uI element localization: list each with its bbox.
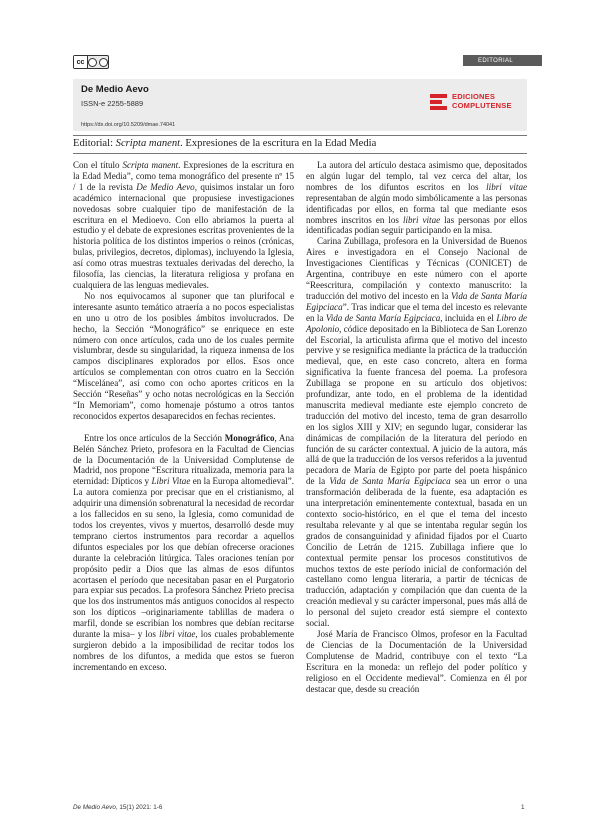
page-number: 1	[521, 804, 525, 811]
title-bottom-rule	[73, 153, 527, 154]
article-title: Editorial: Scripta manent. Expresiones de la escritura en la Edad Media	[73, 138, 377, 149]
publisher-name-line1: EDICIONES	[452, 92, 496, 101]
paragraph: Entre los once artículos de la Sección Monográfico, Ana Belén Sánchez Prieto, profesora en la Facultad de Ciencias de la Documentación de la Universidad Complutense de Madrid, nos propone “Escritura ritualizada, memoria para la eternidad: Dípticos y Libri Vitae en la Europa altomedieval”. La autora comienza por precisar que en el cristianismo, al adquirir una dimensión sobrenatural la necesidad de recordar a los fallecidos en su seno, la Iglesia, como comunidad de todos los creyentes, vivos y muertos, desarrolló desde muy temprano ciertos instrumentos para recordar a aquellos difuntos especiales por los que debían ofrecerse oraciones durante la celebración litúrgica. Tales oraciones tenían por propósito pedir a Dios que las almas de esos difuntos acortasen el período que necesitaban pasar en el Purgatorio para expiar sus pecados. La profesora Sánchez Prieto precisa que los dos instrumentos más antiguos conocidos al respecto son los dípticos –originariamente tablillas de madera o marfil, donde se escribían los nombres que debían recitarse durante la misa– y los libri vitae, los cuales probablemente surgieron debido a la imposibilidad de recitar todos los nombres de los difuntos, a medida que estos se fueron incrementando en exceso.	[73, 432, 295, 672]
ediciones-complutense-icon	[430, 94, 447, 110]
paragraph: No nos equivocamos al suponer que tan plurifocal e interesante asunto temático atraería a no pocos especialistas en uno u otro de los posibles ámbitos involucrados. De hecho, la Sección “Monográfico” se enriquece en este número con once artículos, cada uno de los cuales permite vislumbrar, desde su singularidad, la riqueza inmensa de los campos disciplinares explorados por ellos. Esos once artículos se complementan con otros cuatro en la Sección “Miscelánea”, así como con ocho aportes críticos en la Sección “Reseñas” y ocho notas necrológicas en la Sección “In Memoriam”, como homenaje póstumo a otros tantos reconocidos expertos desaparecidos en fechas recientes.	[73, 290, 294, 421]
right-column	[306, 160, 527, 694]
paragraph: La autora del artículo destaca asimismo que, depositados en algún lugar del templo, tal vez cerca del altar, los nombres de los difuntos escritos en los libri vitae representaban de algún modo simbólicamente a las personas identificadas por ellos, en forma tal que mediante esos nombres inscritos en los libri vitae las personas por ellos identificadas podían seguir participando en la misa.	[306, 160, 527, 236]
publisher-logo	[430, 93, 512, 110]
issn: ISSN-e 2255-5889	[81, 99, 144, 108]
attribution-icon	[99, 58, 108, 67]
by-icon	[88, 58, 97, 67]
journal-title: De Medio Aevo	[81, 84, 149, 95]
publisher-name-line2: COMPLUTENSE	[452, 100, 512, 110]
left-column	[73, 160, 294, 673]
paragraph: Con el título Scripta manent. Expresiones de la escritura en la Edad Media”, como tema monográfico del presente nº 15 / 1 de la revista De Medio Aevo, quisimos instalar un foro académico internacional que propusiese investigaciones novedosas sobre cualquier tipo de manifestación de la escritura en el Medioevo. Con ello abriamos la puerta al estudio y el debate de expresiones escritas provenientes de la historia política de los distintos imperios o reinos (crónicas, bulas, privilegios, decretos, diplomas), incluyendo la Iglesia, así como otras muestras textuales derivadas del derecho, la filosofía, las ciencias, la literatura religiosa y profana en cualquiera de las lenguas medievales.	[73, 160, 295, 290]
title-top-rule	[73, 135, 527, 136]
footer-citation: De Medio Aevo, 15(1) 2021: 1-6	[73, 804, 163, 811]
creative-commons-license-icon[interactable]	[73, 55, 109, 69]
paragraph: José María de Francisco Olmos, profesor en la Facultad de Ciencias de la Documentación de la Universidad Complutense de Madrid, contribuye con el texto “La Escritura en la moneda: un reflejo del poder político y religioso en el Occidente medieval”. Comienza en él por destacar que, desde su creación	[306, 628, 527, 694]
section-tag: EDITORIAL	[463, 55, 542, 66]
paragraph: Carina Zubillaga, profesora en la Universidad de Buenos Aires e investigadora en el Consejo Nacional de Investigaciones Científicas y Técnicas (CONICET) de Argentina, contribuye en este número con el aporte “Reescritura, compilación y contexto manuscrito: la traducción del motivo del incesto en la Vida de Santa María Egipciaca”. Tras indicar que el tema del incesto es relevante en la Vida de Santa María Egipciaca, incluida en el Libro de Apolonio, códice depositado en la Biblioteca de San Lorenzo del Escorial, la articulista afirma que el motivo del incesto pervive y se resignifica mediante la práctica de la traducción medieval, que, en este caso concreto, altera en forma significativa la fuente francesa del poema. La profesora Zubillaga se propone en su artículo dos objetivos: profundizar, ante todo, en el problema de la identidad manuscrita medieval mediante este ejemplo concreto de traducción del motivo del incesto, tema de gran desarrollo en los siglos XIII y XIV; en segundo lugar, considerar las dinámicas de compilación de la literatura del período en función de su carácter contextual. A juicio de la autora, más allá de que la traducción de los versos referidos a la juventud pecadora de María de Egipto por parte del poeta hispánico de la Vida de Santa María Egipciaca sea un error o una transformación deliberada de la fuente, esa adaptación es una interpretación eminentemente contextual, basada en un contexto socio-histórico, en el que el tema del incesto resultaba relevante y al que se intentaba regular según los grados de consanguinidad y afinidad fijados por el Cuarto Concilio de Letrán de 1215. Zubillaga infiere que lo contextual permite pensar los procesos constitutivos de muchos textos de este período inicial de conformación del castellano como lengua literaria, a partir de técnicas de traducción, adaptación y compilación que dan cuenta de la creación medieval y su carácter impersonal, pues más allá de lo personal del sujeto creador está siempre el contexto social.	[306, 236, 528, 629]
cc-logo: cc	[74, 56, 88, 68]
doi-link[interactable]: https://dx.doi.org/10.5209/dmae.74041	[81, 122, 176, 128]
